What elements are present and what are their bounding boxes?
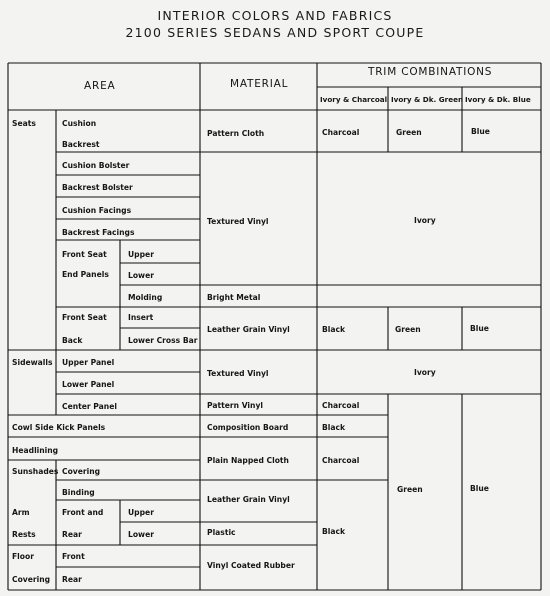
- color-charcoal-1: Charcoal: [322, 128, 360, 137]
- area-front-and: Front and: [62, 508, 104, 517]
- area-cushion-facings: Cushion Facings: [62, 206, 132, 215]
- header-area: AREA: [84, 80, 116, 92]
- area-floor-front: Front: [62, 552, 85, 561]
- trim-option-ivory-dk-green: Ivory & Dk. Green: [391, 95, 464, 104]
- area-headlining: Headlining: [12, 446, 59, 455]
- header-material: MATERIAL: [230, 78, 289, 90]
- area-front-seat-back-2: Back: [62, 336, 83, 345]
- document-title: INTERIOR COLORS AND FABRICS: [157, 8, 393, 23]
- header-trim-combinations: TRIM COMBINATIONS: [368, 66, 493, 78]
- area-end-panels: End Panels: [62, 270, 109, 279]
- area-sidewalls: Sidewalls: [12, 358, 53, 367]
- material-pattern-cloth: Pattern Cloth: [207, 129, 265, 138]
- area-sunshades: Sunshades: [12, 467, 59, 476]
- area-end-panels-molding: Molding: [128, 293, 163, 302]
- area-floor: Floor: [12, 552, 34, 561]
- trim-option-ivory-charcoal: Ivory & Charcoal: [320, 95, 388, 104]
- color-blue-3: Blue: [470, 484, 489, 493]
- color-green-3: Green: [397, 485, 423, 494]
- area-cushion-bolster: Cushion Bolster: [62, 161, 130, 170]
- area-backrest-bolster: Backrest Bolster: [62, 183, 133, 192]
- area-floor-rear: Rear: [62, 575, 82, 584]
- color-blue-1: Blue: [471, 127, 490, 136]
- material-composition-board: Composition Board: [207, 423, 289, 432]
- material-leather-grain-vinyl: Leather Grain Vinyl: [207, 325, 290, 334]
- area-sunshades-covering: Covering: [62, 467, 101, 476]
- material-textured-vinyl: Textured Vinyl: [207, 217, 269, 226]
- color-charcoal-3: Charcoal: [322, 456, 360, 465]
- color-ivory-1: Ivory: [414, 216, 436, 225]
- area-end-panels-upper: Upper: [128, 250, 154, 259]
- color-green-1: Green: [396, 128, 422, 137]
- color-blue-2: Blue: [470, 324, 489, 333]
- area-arm: Arm: [12, 508, 30, 517]
- area-front-seat-back-1: Front Seat: [62, 313, 107, 322]
- area-upper-panel: Upper Panel: [62, 358, 115, 367]
- material-leather-grain-vinyl-2: Leather Grain Vinyl: [207, 495, 290, 504]
- area-rear: Rear: [62, 530, 82, 539]
- area-rests: Rests: [12, 530, 36, 539]
- area-insert: Insert: [128, 313, 154, 322]
- material-textured-vinyl-2: Textured Vinyl: [207, 369, 269, 378]
- color-charcoal-2: Charcoal: [322, 401, 360, 410]
- area-center-panel: Center Panel: [62, 402, 117, 411]
- area-backrest-facings: Backrest Facings: [62, 228, 135, 237]
- color-ivory-2: Ivory: [414, 368, 436, 377]
- area-floor-covering: Covering: [12, 575, 51, 584]
- color-black-2: Black: [322, 423, 346, 432]
- color-black-1: Black: [322, 325, 346, 334]
- color-green-2: Green: [395, 325, 421, 334]
- area-cushion: Cushion: [62, 119, 97, 128]
- area-lower-cross-bar: Lower Cross Bar: [128, 336, 198, 345]
- area-seats: Seats: [12, 119, 36, 128]
- trim-option-ivory-dk-blue: Ivory & Dk. Blue: [465, 95, 531, 104]
- area-front-seat: Front Seat: [62, 250, 107, 259]
- area-end-panels-lower: Lower: [128, 271, 154, 280]
- area-backrest: Backrest: [62, 140, 100, 149]
- area-sunshades-binding: Binding: [62, 488, 95, 497]
- material-bright-metal: Bright Metal: [207, 293, 261, 302]
- material-plastic: Plastic: [207, 528, 236, 537]
- area-arm-upper: Upper: [128, 508, 154, 517]
- material-plain-napped-cloth: Plain Napped Cloth: [207, 456, 289, 465]
- material-vinyl-coated-rubber: Vinyl Coated Rubber: [207, 561, 295, 570]
- area-lower-panel: Lower Panel: [62, 380, 115, 389]
- color-black-3: Black: [322, 527, 346, 536]
- material-pattern-vinyl: Pattern Vinyl: [207, 401, 263, 410]
- area-cowl-side-kick-panels: Cowl Side Kick Panels: [12, 423, 106, 432]
- area-arm-lower: Lower: [128, 530, 154, 539]
- document-subtitle: 2100 SERIES SEDANS AND SPORT COUPE: [125, 25, 425, 40]
